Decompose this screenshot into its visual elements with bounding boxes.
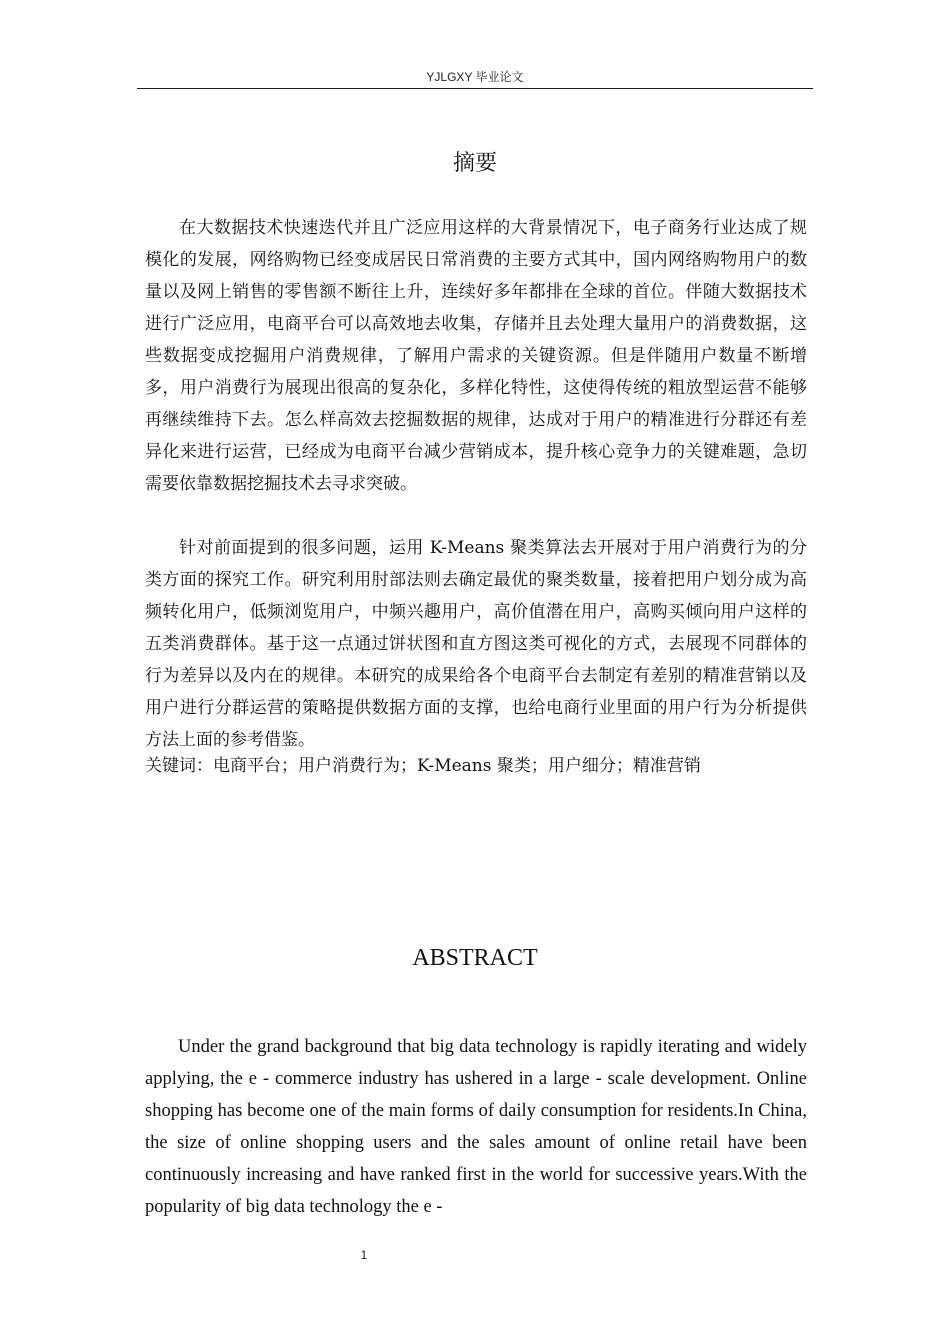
page-number: 1 [360, 1248, 368, 1262]
keywords-line: 关键词：电商平台；用户消费行为；K-Means 聚类；用户细分；精准营销 [145, 756, 701, 776]
abstract-paragraph-cn-1: 在大数据技术快速迭代并且广泛应用这样的大背景情况下，电子商务行业达成了规模化的发展，网络购物已经变成居民日常消费的主要方式其中，国内网络购物用户的数量以及网上销售的零售额不断往上升，连续好多年都排在全球的首位。伴随大数据技术进行广泛应用，电商平台可以高效地去收集，存储并且去处理大量用户的消费数据，这些数据变成挖掘用户消费规律，了解用户需求的关键资源。但是伴随用户数量不断增多，用户消费行为展现出很高的复杂化，多样化特性，这使得传统的粗放型运营不能够再继续维持下去。怎么样高效去挖掘数据的规律，达成对于用户的精准进行分群还有差异化来进行运营，已经成为电商平台减少营销成本，提升核心竞争力的关键难题，急切需要依靠数据挖掘技术去寻求突破。 [145, 218, 807, 494]
abstract-title-cn: 摘要 [452, 151, 497, 176]
abstract-title-en: ABSTRACT [412, 945, 538, 971]
page-header: YJLGXY 毕业论文 [137, 66, 813, 89]
abstract-paragraph-en-1: Under the grand background that big data technology is rapidly iterating and widely applying, the e - commerce industry has ushered in a large - scale development. Online shopping has become one of the main forms of daily consumption for residents.In China, the size of online shopping users and the sales amount of online retail have been continuously increasing and have ranked first in the world for successive years.With the popularity of big data technology the e - [145, 1037, 807, 1217]
abstract-paragraph-cn-2: 针对前面提到的很多问题，运用 K-Means 聚类算法去开展对于用户消费行为的分类方面的探究工作。研究利用肘部法则去确定最优的聚类数量，接着把用户划分成为高频转化用户，低频浏览用户，中频兴趣用户，高价值潜在用户，高购买倾向用户这样的五类消费群体。基于这一点通过饼状图和直方图这类可视化的方式，去展现不同群体的行为差异以及内在的规律。本研究的成果给各个电商平台去制定有差别的精准营销以及用户进行分群运营的策略提供数据方面的支撑，也给电商行业里面的用户行为分析提供方法上面的参考借鉴。 [145, 538, 807, 750]
